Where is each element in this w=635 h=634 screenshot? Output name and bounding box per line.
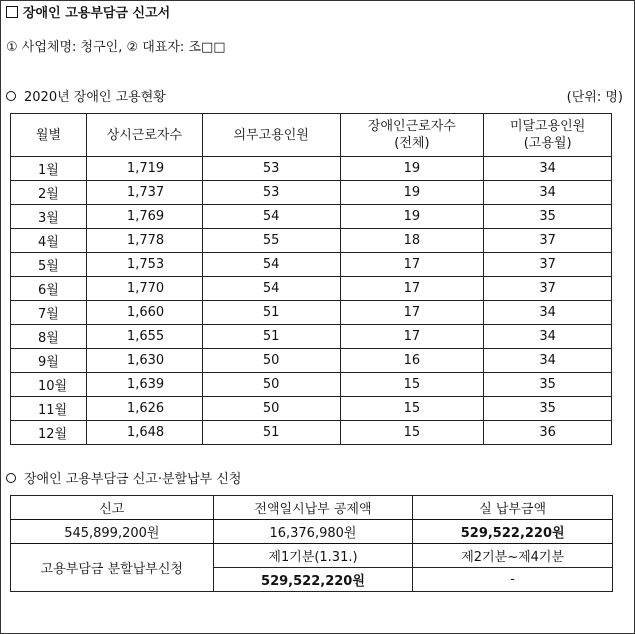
section-levy-report-title: 장애인 고용부담금 신고·분할납부 신청 — [24, 472, 242, 487]
month-cell: 10월 — [11, 373, 87, 397]
mandatory-employment-cell: 53 — [202, 157, 340, 181]
month-cell: 7월 — [11, 301, 87, 325]
regular-workers-cell: 1,630 — [86, 349, 202, 373]
report-amount: 545,899,200원 — [11, 520, 214, 544]
mandatory-employment-cell: 55 — [202, 229, 340, 253]
company-info: ① 사업체명: 청구인, ② 대표자: 조□□ — [6, 40, 226, 55]
month-cell: 8월 — [11, 325, 87, 349]
shortfall-cell: 34 — [484, 157, 612, 181]
shortfall-cell: 37 — [484, 253, 612, 277]
disabled-workers-cell: 16 — [340, 349, 484, 373]
disabled-workers-cell: 17 — [340, 277, 484, 301]
actual-payment-header: 실 납부금액 — [413, 496, 613, 520]
mandatory-employment-cell: 51 — [202, 325, 340, 349]
disabled-workers-cell: 15 — [340, 373, 484, 397]
mandatory-employment-cell: 54 — [202, 205, 340, 229]
mandatory-employment-cell: 50 — [202, 373, 340, 397]
mandatory-employment-cell: 51 — [202, 421, 340, 445]
month-cell: 2월 — [11, 181, 87, 205]
month-cell: 1월 — [11, 157, 87, 181]
section-employment-status-title: 2020년 장애인 고용현황 — [24, 90, 166, 105]
deduction-amount: 16,376,980원 — [213, 520, 413, 544]
regular-workers-cell: 1,769 — [86, 205, 202, 229]
employment-status-table — [10, 113, 612, 445]
shortfall-cell: 36 — [484, 421, 612, 445]
disabled-workers-cell: 17 — [340, 253, 484, 277]
disabled-workers-cell: 15 — [340, 397, 484, 421]
circle-bullet-icon — [6, 473, 16, 483]
document-title — [6, 2, 170, 21]
disabled-workers-cell: 19 — [340, 157, 484, 181]
shortfall-cell: 34 — [484, 325, 612, 349]
unit-label: (단위: 명) — [566, 90, 623, 105]
month-cell: 9월 — [11, 349, 87, 373]
mandatory-employment-cell: 50 — [202, 397, 340, 421]
report-header: 신고 — [11, 496, 214, 520]
installment-2-4-label: 제2기분~제4기분 — [413, 544, 613, 568]
table-row — [11, 277, 612, 301]
disabled-workers-cell: 19 — [340, 205, 484, 229]
actual-payment-amount: 529,522,220원 — [413, 520, 613, 544]
table-row — [11, 325, 612, 349]
disabled-workers-cell: 17 — [340, 325, 484, 349]
mandatory-employment-cell: 53 — [202, 181, 340, 205]
table-row — [11, 301, 612, 325]
header-shortfall: 미달고용인원 (고용월) — [484, 114, 612, 157]
shortfall-cell: 34 — [484, 181, 612, 205]
shortfall-cell: 37 — [484, 277, 612, 301]
square-bullet-icon — [6, 6, 18, 18]
shortfall-cell: 35 — [484, 205, 612, 229]
shortfall-cell: 35 — [484, 373, 612, 397]
table-row — [11, 421, 612, 445]
mandatory-employment-cell: 54 — [202, 277, 340, 301]
deduction-header: 전액일시납부 공제액 — [213, 496, 413, 520]
table-row — [11, 181, 612, 205]
mandatory-employment-cell: 51 — [202, 301, 340, 325]
table-row — [11, 205, 612, 229]
regular-workers-cell: 1,639 — [86, 373, 202, 397]
table-row — [11, 157, 612, 181]
document-title-text: 장애인 고용부담금 신고서 — [23, 6, 171, 21]
table-row — [11, 349, 612, 373]
installment-label: 고용부담금 분할납부신청 — [11, 544, 214, 592]
table-row — [11, 520, 613, 544]
table-row — [11, 496, 613, 520]
table-row — [11, 397, 612, 421]
regular-workers-cell: 1,737 — [86, 181, 202, 205]
header-month: 월별 — [11, 114, 87, 157]
month-cell: 5월 — [11, 253, 87, 277]
table-header-row — [11, 114, 612, 157]
disabled-workers-cell: 19 — [340, 181, 484, 205]
shortfall-cell: 35 — [484, 397, 612, 421]
regular-workers-cell: 1,753 — [86, 253, 202, 277]
installment-1-amount: 529,522,220원 — [213, 568, 413, 592]
regular-workers-cell: 1,660 — [86, 301, 202, 325]
regular-workers-cell: 1,626 — [86, 397, 202, 421]
header-regular-workers: 상시근로자수 — [86, 114, 202, 157]
disabled-workers-cell: 15 — [340, 421, 484, 445]
header-disabled-workers: 장애인근로자수 (전체) — [340, 114, 484, 157]
mandatory-employment-cell: 50 — [202, 349, 340, 373]
shortfall-cell: 37 — [484, 229, 612, 253]
regular-workers-cell: 1,655 — [86, 325, 202, 349]
section-employment-status — [6, 86, 166, 105]
levy-report-table — [10, 495, 613, 592]
section-levy-report — [6, 468, 241, 487]
mandatory-employment-cell: 54 — [202, 253, 340, 277]
regular-workers-cell: 1,648 — [86, 421, 202, 445]
shortfall-cell: 34 — [484, 301, 612, 325]
table-row — [11, 253, 612, 277]
regular-workers-cell: 1,770 — [86, 277, 202, 301]
installment-1-label: 제1기분(1.31.) — [213, 544, 413, 568]
header-mandatory-employment: 의무고용인원 — [202, 114, 340, 157]
regular-workers-cell: 1,719 — [86, 157, 202, 181]
table-row — [11, 373, 612, 397]
regular-workers-cell: 1,778 — [86, 229, 202, 253]
table-row — [11, 229, 612, 253]
disabled-workers-cell: 17 — [340, 301, 484, 325]
month-cell: 4월 — [11, 229, 87, 253]
month-cell: 6월 — [11, 277, 87, 301]
month-cell: 3월 — [11, 205, 87, 229]
circle-bullet-icon — [6, 91, 16, 101]
installment-2-4-amount: - — [413, 568, 613, 592]
month-cell: 11월 — [11, 397, 87, 421]
month-cell: 12월 — [11, 421, 87, 445]
disabled-workers-cell: 18 — [340, 229, 484, 253]
shortfall-cell: 34 — [484, 349, 612, 373]
table-row — [11, 544, 613, 568]
